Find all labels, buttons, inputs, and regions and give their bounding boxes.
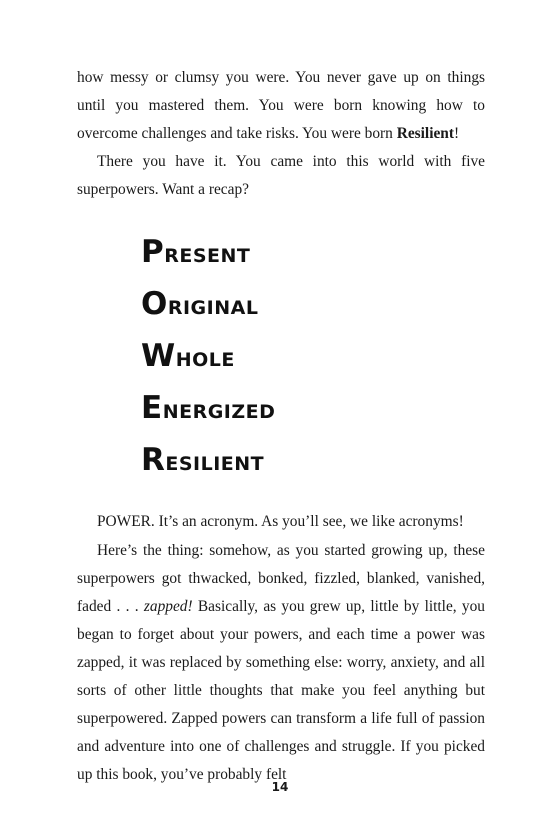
paragraph-text: Here’s the thing: somehow, as you started growing up, these superpowers got thwacked, bonked, fizzled, blanked, vanished, faded . . . bbox=[77, 541, 485, 615]
acronym-initial: P bbox=[141, 234, 165, 271]
paragraph-punctuation: ! bbox=[453, 125, 460, 143]
power-acronym-list bbox=[141, 226, 549, 486]
acronym-item-whole bbox=[141, 330, 549, 382]
paragraph-recap: There you have it. You came into this world with five superpowers. Want a recap? bbox=[77, 153, 485, 199]
acronym-item-original bbox=[141, 278, 549, 330]
acronym-rest: resent bbox=[164, 238, 251, 270]
paragraph-text: Basically, as you grew up, little by little, you began to forget about your powers, and each time a power was zapped, it was replaced by something else: worry, anxiety, and all sorts of other little thoughts that make you feel anything but superpowered. Zapped powers can transform a life full of passion and adventure into one of challenges and struggle. If you picked up this book, you’ve probably felt bbox=[77, 597, 486, 784]
acronym-initial: O bbox=[141, 286, 168, 323]
paragraph-zapped bbox=[77, 537, 485, 790]
page-number: 14 bbox=[271, 780, 289, 794]
paragraph-acronym-note: POWER. It’s an acronym. As you’ll see, we like acronyms! bbox=[97, 513, 464, 531]
resilient-bold-word: Resilient bbox=[396, 125, 454, 143]
acronym-item-energized bbox=[141, 382, 549, 434]
zapped-italic-word: zapped! bbox=[143, 597, 193, 615]
acronym-rest: esilient bbox=[165, 446, 265, 478]
paragraph-continuation bbox=[77, 64, 485, 148]
paragraph-text: how messy or clumsy you were. You never gave up on things until you mastered them. You were born knowing how to overcome challenges and take risks. You were born bbox=[77, 69, 485, 143]
acronym-rest: riginal bbox=[167, 290, 259, 322]
acronym-item-resilient bbox=[141, 434, 549, 486]
acronym-item-present bbox=[141, 226, 549, 278]
page-body bbox=[77, 64, 485, 789]
acronym-rest: nergized bbox=[162, 394, 276, 426]
acronym-initial: W bbox=[141, 338, 176, 375]
acronym-rest: hole bbox=[175, 342, 235, 374]
acronym-initial: E bbox=[141, 390, 163, 427]
acronym-initial: R bbox=[141, 442, 166, 479]
